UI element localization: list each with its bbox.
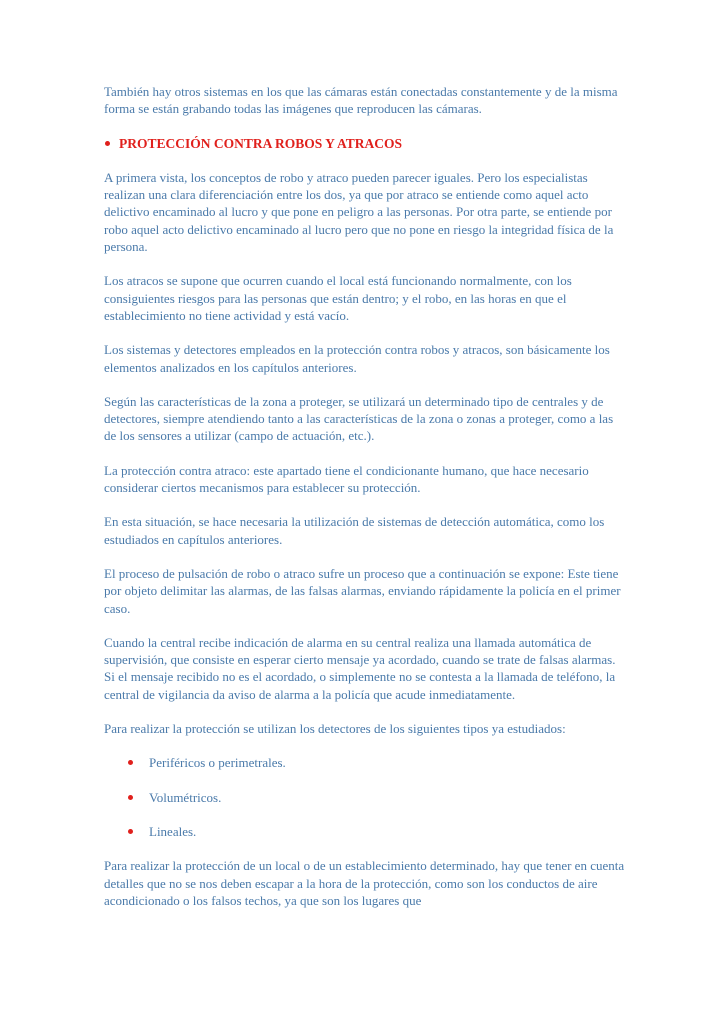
list-item: [104, 754, 626, 771]
paragraph-9: Para realizar la protección se utilizan los detectores de los siguientes tipos ya estudiados:: [104, 721, 566, 737]
paragraph-intro: También hay otros sistemas en los que las cámaras están conectadas constantemente y de la misma forma se están grabando todas las imágenes que reproducen las cámaras.: [104, 84, 618, 117]
paragraph-6: En esta situación, se hace necesaria la utilización de sistemas de detección automática, como los estudiados en capítulos anteriores.: [104, 514, 605, 547]
list-item-text: Volumétricos.: [149, 789, 222, 805]
paragraph-2: Los atracos se supone que ocurren cuando el local está funcionando normalmente, con los consiguientes riesgos para las personas que están dentro; y el robo, en las horas en que el establecimiento no tiene actividad y está vacío.: [104, 273, 572, 323]
paragraph-closing: Para realizar la protección de un local o de un establecimiento determinado, hay que tener en cuenta detalles que no se nos deben escapar a la hora de la protección, como son los conductos de aire acondicionado o los falsos techos, ya que son los lugares que: [104, 858, 625, 908]
paragraph-5: La protección contra atraco: este apartado tiene el condicionante humano, que hace necesario considerar ciertos mecanismos para establecer su protección.: [104, 462, 589, 496]
list-item-text: Periféricos o perimetrales.: [149, 755, 286, 771]
list-item-text: Lineales.: [149, 823, 197, 839]
section-heading-text: PROTECCIÓN CONTRA ROBOS Y ATRACOS: [119, 135, 403, 151]
paragraph-3: Los sistemas y detectores empleados en la protección contra robos y atracos, son básicamente los elementos analizados en los capítulos anteriores.: [104, 342, 610, 375]
detector-type-list: [104, 754, 626, 840]
list-bullet-icon: [128, 829, 133, 834]
list-bullet-icon: [128, 795, 133, 800]
section-heading: [104, 135, 626, 152]
heading-bullet-icon: [105, 141, 110, 146]
paragraph-7: El proceso de pulsación de robo o atraco sufre un proceso que a continuación se expone: Este tiene por objeto delimitar las alarmas, de las falsas alarmas, enviando rápidamente la policía en el primer caso.: [104, 565, 621, 616]
list-item: [104, 823, 626, 840]
list-item: [104, 789, 626, 806]
document-body: [104, 83, 626, 926]
list-bullet-icon: [128, 760, 133, 765]
paragraph-4: Según las características de la zona a proteger, se utilizará un determinado tipo de centrales y de detectores, siempre atendiendo tanto a las características de la zona o zonas a proteger, como a las de los sensores a utilizar (campo de actuación, etc.).: [104, 393, 614, 444]
paragraph-8: Cuando la central recibe indicación de alarma en su central realiza una llamada automática de supervisión, que consiste en esperar cierto mensaje ya acordado, cuando se trate de falsas alarmas. Si el mensaje recibido no es el acordado, o simplemente no se contesta a la llamada de teléfono, la central de vigilancia da aviso de alarma a la policía que acude inmediatamente.: [104, 634, 616, 702]
paragraph-1: A primera vista, los conceptos de robo y atraco pueden parecer iguales. Pero los especialistas realizan una clara diferenciación entre los dos, ya que por atraco se entiende como aquel acto delictivo encaminado al lucro y que pone en peligro a las personas. Por otra parte, se entiende por robo aquel acto delictivo encaminado al lucro pero que no pone en riesgo la integridad física de la persona.: [104, 169, 614, 255]
